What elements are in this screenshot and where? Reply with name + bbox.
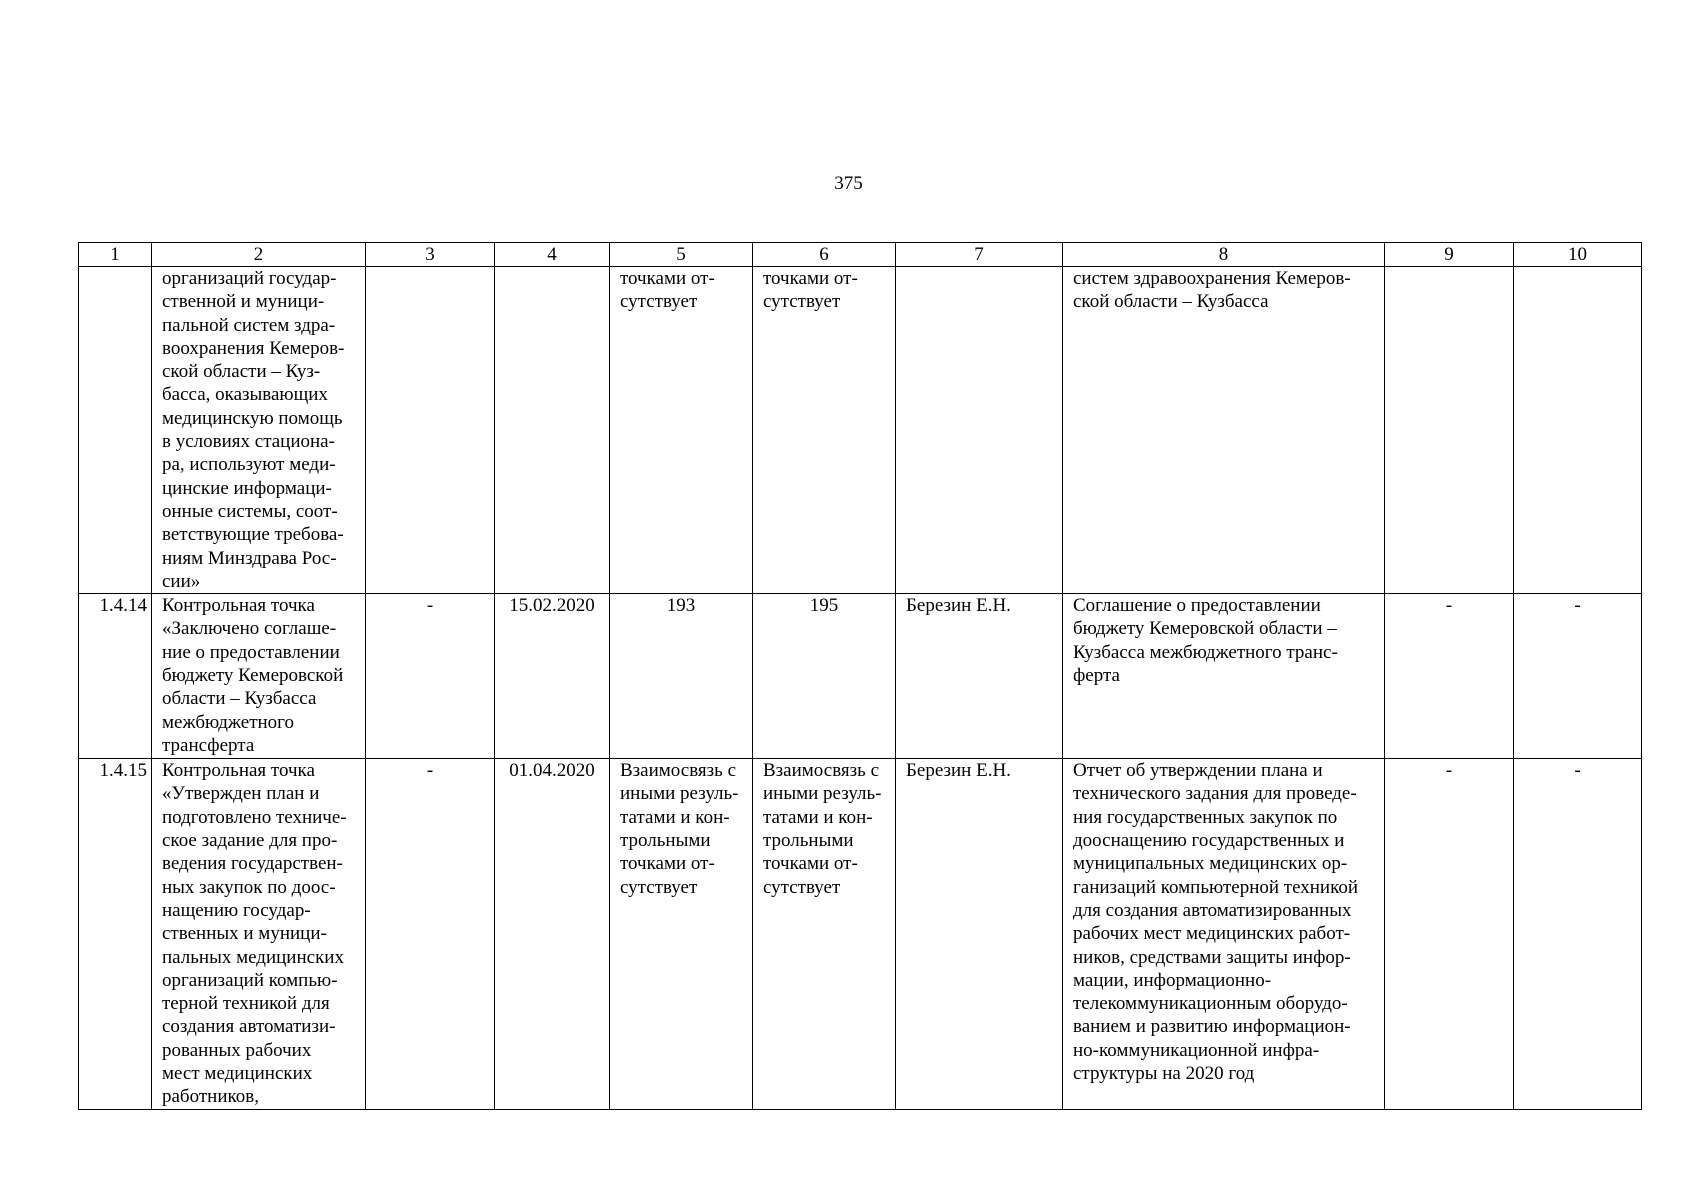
text-line: подготовлено техниче- [162,806,347,828]
text-line: организаций компью- [162,969,338,991]
text-line: точками от- [763,853,858,875]
cell-col10: - [1514,759,1642,1110]
text-line: но-коммуникационной инфра- [1073,1039,1320,1061]
cell-col3 [366,267,495,594]
cell-date: 01.04.2020 [495,759,610,1110]
table-header-row [79,243,1642,267]
text-line: пальных медицинских [162,946,344,968]
text-line: ветствующие требова- [162,524,344,546]
text-line: Контрольная точка [162,760,315,782]
text-line: бюджету Кемеровской области – [1073,618,1337,640]
text-line: ственной и муници- [162,291,325,313]
text-line: дооснащению государственных и [1073,830,1345,852]
cell-result [1063,594,1385,759]
text-line: межбюджетного [162,711,294,733]
page-number: 375 [834,173,863,194]
text-line: ниям Минздрава Рос- [162,547,337,569]
text-line: ванием и развитию информацион- [1073,1016,1351,1038]
row-description [152,267,366,594]
text-line: рабочих мест медицинских работ- [1073,923,1351,945]
table-row [79,594,1642,759]
text-line: сутствует [620,876,698,898]
cell-col9: - [1385,594,1514,759]
text-line: ния государственных закупок по [1073,806,1338,828]
text-line: ра, используют меди- [162,454,336,476]
text-line: работников, [162,1086,259,1108]
cell-responsible: Березин Е.Н. [896,594,1063,759]
text-line: цинские информаци- [162,477,332,499]
text-line: точками от- [620,268,715,289]
text-line: воохранения Кемеров- [162,337,345,359]
text-line: технического задания для проведе- [1073,783,1357,805]
row-number: 1.4.14 [79,594,152,759]
text-line: ственных и муници- [162,923,327,945]
column-header: 3 [366,243,495,267]
cell-col5 [610,759,753,1110]
text-line: Контрольная точка [162,595,315,617]
text-line: сутствует [620,291,698,313]
cell-result [1063,267,1385,594]
text-line: мации, информационно- [1073,969,1272,991]
text-line: рованных рабочих [162,1039,312,1061]
cell-date: 15.02.2020 [495,594,610,759]
text-line: бюджету Кемеровской [162,665,344,687]
text-line: Отчет об утверждении плана и [1073,760,1323,782]
text-line: для создания автоматизированных [1073,899,1352,921]
cell-col6: 195 [753,594,896,759]
text-line: мест медицинских [162,1063,313,1085]
text-line: нащению государ- [162,899,311,921]
cell-col9 [1385,267,1514,594]
text-line: сутствует [763,876,841,898]
text-line: иными резуль- [763,783,882,805]
cell-col3: - [366,594,495,759]
text-line: «Заключено соглаше- [162,618,337,640]
text-line: татами и кон- [763,806,873,828]
document-table [78,242,1642,1110]
text-line: организаций государ- [162,268,337,289]
text-line: ведения государствен- [162,853,343,875]
text-line: иными резуль- [620,783,739,805]
column-header: 2 [152,243,366,267]
cell-col10 [1514,267,1642,594]
text-line: ние о предоставлении [162,641,340,663]
column-header: 7 [896,243,1063,267]
column-header: 4 [495,243,610,267]
text-line: точками от- [763,268,858,289]
cell-col10: - [1514,594,1642,759]
text-line: онные системы, соот- [162,500,338,522]
text-line: Взаимосвязь с [620,760,737,782]
text-line: сии» [162,570,201,592]
cell-col3: - [366,759,495,1110]
text-line: структуры на 2020 год [1073,1063,1255,1085]
cell-col9: - [1385,759,1514,1110]
text-line: систем здравоохранения Кемеров- [1073,268,1351,289]
text-line: трольными [620,830,711,852]
text-line: ское задание для про- [162,830,338,852]
column-header: 5 [610,243,753,267]
column-header: 10 [1514,243,1642,267]
cell-col5: 193 [610,594,753,759]
column-header: 9 [1385,243,1514,267]
text-line: точками от- [620,853,715,875]
text-line: медицинскую помощь [162,407,343,429]
row-description [152,759,366,1110]
text-line: области – Кузбасса [162,688,317,710]
cell-result [1063,759,1385,1110]
text-line: трансферта [162,734,255,756]
text-line: ных закупок по доос- [162,876,336,898]
text-line: трольными [763,830,854,852]
text-line: басса, оказывающих [162,384,328,406]
text-line: Соглашение о предоставлении [1073,595,1321,617]
column-header: 8 [1063,243,1385,267]
cell-responsible [896,267,1063,594]
text-line: сутствует [763,291,841,313]
text-line: создания автоматизи- [162,1016,336,1038]
text-line: ганизаций компьютерной техникой [1073,876,1359,898]
cell-responsible: Березин Е.Н. [896,759,1063,1110]
table-row [79,759,1642,1110]
row-number [79,267,152,594]
text-line: ников, средствами защиты инфор- [1073,946,1351,968]
text-line: ферта [1073,665,1120,687]
cell-col6 [753,759,896,1110]
text-line: Взаимосвязь с [763,760,880,782]
text-line: терной техникой для [162,993,330,1015]
text-line: татами и кон- [620,806,730,828]
column-header: 1 [79,243,152,267]
row-number: 1.4.15 [79,759,152,1110]
text-line: муниципальных медицинских ор- [1073,853,1348,875]
text-line: пальной систем здра- [162,314,336,336]
text-line: Кузбасса межбюджетного транс- [1073,641,1338,663]
text-line: «Утвержден план и [162,783,320,805]
text-line: телекоммуникационным оборудо- [1073,993,1348,1015]
cell-date [495,267,610,594]
text-line: в условиях стациона- [162,431,335,453]
cell-col5 [610,267,753,594]
text-line: ской области – Куз- [162,361,321,383]
column-header: 6 [753,243,896,267]
table-row [79,267,1642,594]
row-description [152,594,366,759]
text-line: ской области – Кузбасса [1073,291,1269,313]
cell-col6 [753,267,896,594]
